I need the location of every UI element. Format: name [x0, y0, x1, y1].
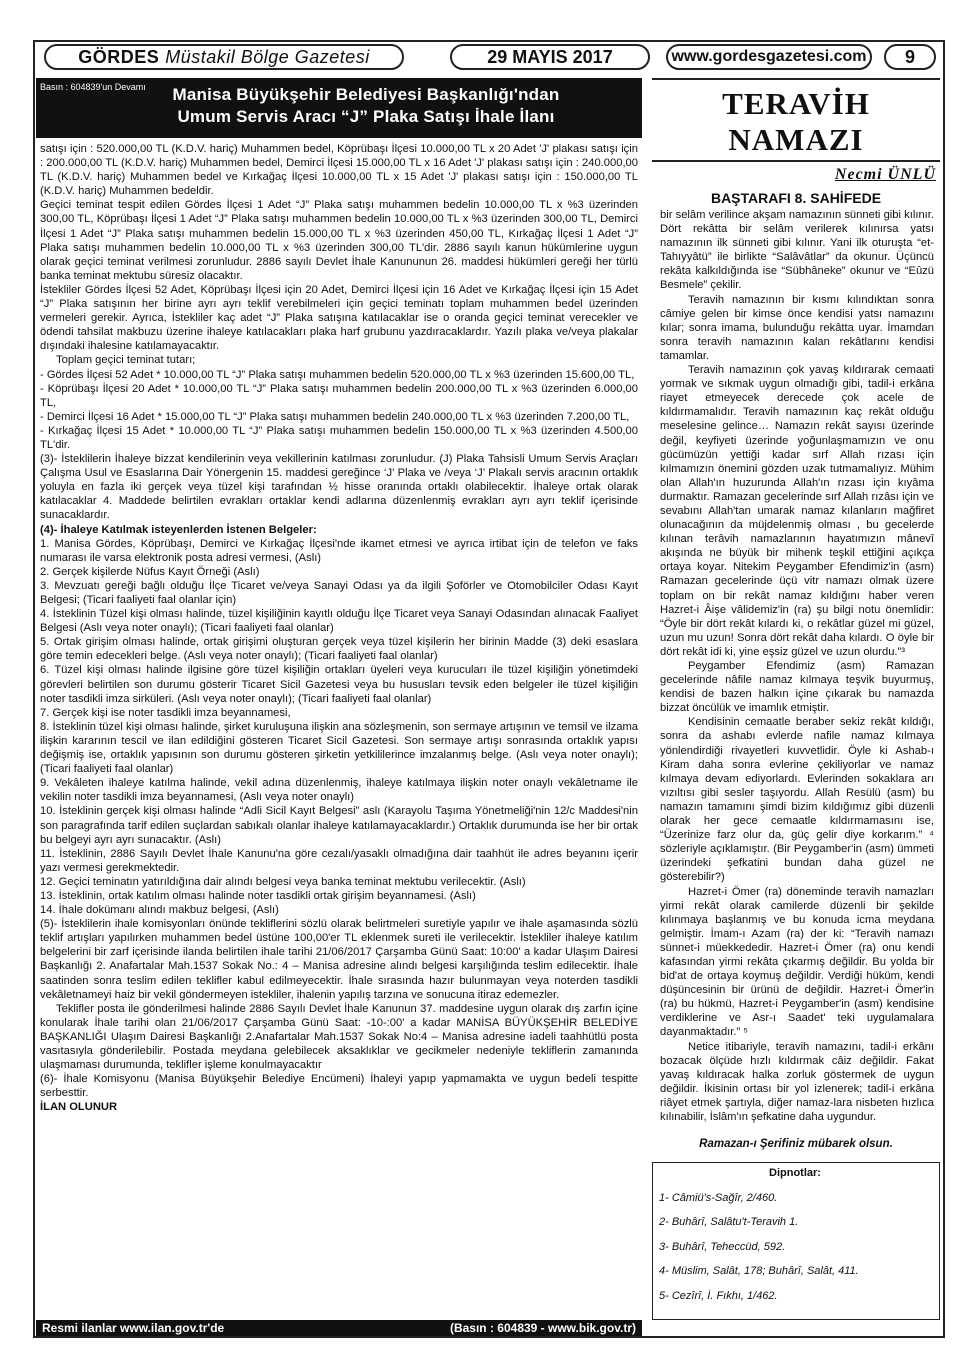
footnotes-list: [659, 1192, 931, 1304]
article-paragraph: Teravih namazının çok yavaş kıldırarak cemaati yormak ve sıkmak uygun olmadığı gibi, tadil-i erkâna riayet etmeyecek derecede çok acele de kıldırmamalıdır. Teravih namazının kaç rekât olduğu meselesine gelince… Namazın rekât sayısı üzerinde değil, keyfiyeti üzerinde yoğunlaşmamızın ve onu gücümüzün yettiği kadar sırf Allah rızası için kılmamızın önemini gözden uzak tutmamalıyız. Mühim olan Allah'ın huzurunda Allah'ın rızası için kıyâma durmaktır. Ramazan gecelerinde sırf Allah rızâsı için ve sevabını Allah'tan umarak namaz kılanların mağfiret olunacağının da müjdelenmiş olması , bu gecelerde kılınan terâvih namazlarının hayatımızın mânevî akışında ne büyük bir mihenk teşkil ettiğini açıkça ortaya koyar. Nitekim Peygamber Efendimiz'in (asm) Ramazan gecelerinde üçü vitr namazı olmak üzere toplam on bir rekât namaz kıldığını haber veren Hazret-i Âişe vâlidemiz'in (ra) şu bilgi notu önemlidir: “Öyle bir dört rekât kılardı ki, o rekâtlar güzel mi güzel, uzun mu uzun! Sonra dört rekât daha kılardı. O öyle bir dört rekât idi ki, yine eşsiz güzel ve uzun olurdu.”³: [660, 364, 934, 658]
announcement-paragraph: - Demirci İlçesi 16 Adet * 15.000,00 TL “J” Plaka satışı muhammen bedelin 240.000,00 TL x %3 üzerinden 7.200,00 TL,: [40, 410, 630, 423]
announcement-paragraph: Geçici teminat tespit edilen Gördes İlçesi 1 Adet “J” Plaka satışı muhammen bedelin 10.000,00 TL x %3 üzerinden 300,00 TL, Köprübaşı İlçesi 1 Adet “J” Plaka satışı muhammen bedelin 10.000,00 TL x %3 üzerinden 300,00 TL, Demirci İlçesi 1 Adet “J” Plaka satışı muhammen bedelin 15.000,00 TL x %3 üzerinden 450,00 TL, Kırkağaç İlçesi 1 Adet “J” Plaka satışı muhammen bedelin 10.000,00 TL x %3 üzerinden 300,00 TL'dir. 2886 sayılı kanun hükümlerine uygun olarak geçici teminat verilmesi zorunludur. 2886 sayılı Devlet İhale Kanununun 26. maddesi hükümleri gereği her türlü banka teminat mektubu süresiz olacaktır.: [40, 199, 638, 282]
announcement-paragraph: 2. Gerçek kişilerde Nüfus Kayıt Örneği (Aslı): [40, 565, 260, 578]
announcement-paragraph: (4)- İhaleye Katılmak isteyenlerden İstenen Belgeler:: [40, 523, 317, 536]
footnote-item: 4- Müslim, Salât, 178; Buhârî, Salât, 411.: [659, 1265, 859, 1278]
announcement-paragraph: - Gördes İlçesi 52 Adet * 10.000,00 TL “J” Plaka satışı muhammen bedelin 520.000,00 TL x %3 üzerinden 15.600,00 TL,: [40, 368, 635, 381]
announcement-title-line1: Manisa Büyükşehir Belediyesi Başkanlığı'ndan: [172, 85, 560, 104]
paper-name-pill: [44, 44, 404, 70]
article-paragraph: bir selâm verilince akşam namazının sünneti gibi kılınır. Dört rekâtta bir selâm verilerek kılınırsa yatsı namazının ilk sünneti gibi kılınır. Yani ilk oturuşta “et-Tahıyyâtü” ile birlikte “Salâvâtlar” da okunur. Üçüncü rekâta kalkıldığında ise “Sübhâneke” okunur ve “Eûzü Besmele” çekilir.: [660, 209, 934, 292]
article-paragraph: Teravih namazının bir kısmı kılındıktan sonra câmiye gelen bir kimse önce kendisi yatsı namazını kılar; sonra imama, bulunduğu rekâtta uyar. İmamdan sonra teravih namazının kalan rekâtlarını kendisi tamamlar.: [660, 293, 934, 362]
article-paragraph: Peygamber Efendimiz (asm) Ramazan gecelerinde nâfile namaz kılmaya teşvik buyurmuş, kendisi de bazen halkın içine çıkarak bu namazda bizzat öncülük ve imamlık etmiştir.: [660, 660, 934, 715]
announcement-paragraph: 14. İhale dokümanı alındı makbuz belgesi, (Aslı): [40, 904, 279, 917]
announcement-header: [36, 78, 642, 138]
article-title: TERAVİH NAMAZI: [652, 78, 940, 162]
announcement-paragraph: - Köprübaşı İlçesi 20 Adet * 10.000,00 TL “J” Plaka satışı muhammen bedelin 200.000,00 TL x %3 üzerinden 6.000,00 TL,: [40, 382, 638, 409]
announcement-paragraph: İLAN OLUNUR: [40, 1101, 118, 1114]
announcement-footer: [36, 1320, 642, 1336]
paper-name: GÖRDES: [78, 46, 160, 67]
announcement-paragraph: (6)- İhale Komisyonu (Manisa Büyükşehir Belediye Encümeni) İhaleyi yapıp yapmamakta ve uygun bedeli tespitte serbesttir.: [40, 1073, 638, 1100]
article-paragraph: Hazret-i Ömer (ra) döneminde teravih namazları yirmi rekât olarak camilerde düzenli bir şekilde kılınmaya başlanmış ve bu konuda icma meydana gelmiştir. İmam-ı Azam (ra) der ki: “Teravih namazı sünnet-i müekkededir. Hazret-i Ömer (ra) onu kendi kafasından yirmi rekâta çıkarmış değildir. Bu yolda bir bid'at de ortaya koymuş değildir. Verdiği hüküm, kendi düşüncesinin bir ürünü de değildir. Hazret-i Ömer'in (ra) bu hükmü, Hazret-i Peygamber'in (asm) kendisine verdiklerine ve Asr-ı Saadet' teki uygulamalara dayanmaktadır.” ⁵: [660, 885, 934, 1039]
announcement-paragraph: 8. İsteklinin tüzel kişi olması halinde, şirket kuruluşuna ilişkin ana sözleşmenin, son sermaye artışının ve temsil ve ilzama ilişkin kararının tescil ve ilan edildiğini gösteren Ticaret Sicil Gazetesi. Son sermaye artışı sonrasında ortaklık yapısı değişmiş ise, ortaklık yapısının son durumu gösteren şirketin yetkililerince imzalanmış belge. (Aslı veya noter onaylı); (Ticari faaliyeti faal olanlar): [40, 720, 638, 776]
footnotes-title: Dipnotlar:: [769, 1167, 821, 1180]
tender-announcement: [36, 78, 642, 1114]
announcement-paragraph: 9. Vekâleten ihaleye katılma halinde, vekil adına düzenlenmiş, ihaleye katılmaya ilişkin noter onaylı vekâletname ile vekilin noter tasdikli imza beyannamesi, (Aslı veya noter onaylı): [40, 777, 638, 804]
announcement-paragraph: 7. Gerçek kişi ise noter tasdikli imza beyannamesi,: [40, 706, 291, 719]
announcement-paragraph: 4. İsteklinin Tüzel kişi olması halinde, tüzel kişiliğinin kayıtlı olduğu İlçe Ticaret veya Sanayi Odasından alınacak Faaliyet Belgesi (Aslı veya noter onaylı); (Ticari faaliyeti faal olanlar): [40, 608, 638, 635]
announcement-paragraph: Toplam geçici teminat tutarı;: [56, 354, 196, 367]
press-number: Basın : 604839'un Devamı: [40, 82, 146, 92]
announcement-title-line2: Umum Servis Aracı “J” Plaka Satışı İhale İlanı: [177, 107, 555, 126]
announcement-paragraph: 11. İsteklinin, 2886 Sayılı Devlet İhale Kanunu'na göre cezalı/yasaklı olmadığına dair taahhüt ile adres beyanını içerir yazı vermesi gerekmektedir.: [40, 847, 638, 874]
article-body: [652, 208, 940, 1124]
announcement-paragraph: (3)- İsteklilerin İhaleye bizzat kendilerinin veya vekillerinin katılması zorunludur. (J) Plaka Tahsisli Umum Servis Araçları Çalışma Usul ve Esaslarına Dair Yönergenin 15. maddesi gereğince ‘J’ Plaka ve /veya ‘J’ Plakalı servis aracının ortaklık yoluyla en fazla iki gerçek veya tüzel kişi tarafından ½ hisse oranında ortaklı olabilecektir. İhaleye ortak olarak katılacaklar 4. Maddede belirtilen evrakları ortaklar kendi adlarına düzenlenmiş evrakları ayrı ayrı teklif içerisinde sunacaklardır.: [40, 453, 638, 522]
announcement-paragraph: 12. Geçici teminatın yatırıldığına dair alındı belgesi veya banka teminat mektubu verilecektir. (Aslı): [40, 875, 526, 888]
masthead: [36, 42, 942, 72]
article-author: Necmi ÜNLÜ: [834, 166, 936, 183]
closing-greeting: Ramazan-ı Şerifiniz mübarek olsun.: [699, 1138, 893, 1151]
footnote-item: 2- Buhârî, Salâtu't-Teravih 1.: [659, 1216, 799, 1229]
page-number: 9: [884, 44, 936, 70]
announcement-paragraph: 1. Manisa Gördes, Köprübaşı, Demirci ve Kırkağaç İlçesi'nde ikamet etmesi ve ayrıca irtibat için de telefon ve faks numarası ile varsa elektronik posta adresi vermesi, (Aslı): [40, 537, 638, 564]
footnote-item: 1- Câmiü's-Sağîr, 2/460.: [659, 1191, 778, 1204]
issue-date: 29 MAYIS 2017: [450, 44, 650, 70]
announcement-paragraph: 13. İsteklinin, ortak katılım olması halinde noter tasdikli ortak girişim beyannamesi. (Aslı): [40, 889, 476, 902]
announcement-title: [166, 84, 566, 128]
announcement-body: [36, 138, 642, 1114]
announcement-paragraph: 5. Ortak girişim olması halinde, ortak girişimi oluşturan gerçek veya tüzel kişilerin her birinin Madde (3) deki esaslara göre temin edecekleri belge. (Aslı veya noter onaylı); (Ticari faaliyeti faal olanlar): [40, 636, 638, 663]
paper-subtitle: Müstakil Bölge Gazetesi: [165, 46, 370, 67]
article-paragraph: Netice itibariyle, teravih namazını, tadil-i erkânı bozacak ölçüde hızlı kıldırmak câiz değildir. Fakat yavaş kıldıracak halka zorluk göstermek de uygun değildir. İkisinin ortası bir yol izlenerek; tadil-i erkâna riâyet etmek şartıyla, diğer namaz-lara nisbeten hızlıca kılınabilir, İslâm'ın şefkatine daha uygundur.: [660, 1040, 934, 1123]
announcement-paragraph: satışı için : 520.000,00 TL (K.D.V. hariç) Muhammen bedel, Köprübaşı İlçesi 10.000,00 TL x 20 Adet 'J' plakası satışı için : 200.000,00 TL (K.D.V. hariç) Muhammen bedel, Demirci İlçesi 15.000,00 TL x 16 Adet 'J' plakası satışı için : 240.000,00 TL (K.D.V. hariç) Muhammen bedel ve Kırkağaç İlçesi 10.000,00 TL x 15 Adet 'J' plakası satışı için : 150.000,00 TL (K.D.V. hariç) Muhammen bedeldir.: [40, 143, 638, 198]
continued-from: BAŞTARAFI 8. SAHİFEDE: [710, 190, 882, 206]
article-column: [652, 78, 940, 1320]
footer-press-ref[interactable]: (Basın : 604839 - www.bik.gov.tr): [449, 1321, 636, 1335]
announcement-paragraph: 10. İsteklinin gerçek kişi olması halinde “Adli Sicil Kayıt Belgesi” aslı (Karayolu Taşıma Yönetmeliği'nin 12/c Maddesi'nin son paragrafında tarif edilen suçlardan sabıkalı olanlar ihaleye katılamayacaklardır.) Ortaklık durumunda ise her bir ortak bu belgeyi ayrı ayrı sunacaktır. (Aslı): [40, 805, 638, 846]
footnote-item: 3- Buhârî, Teheccüd, 592.: [659, 1240, 786, 1253]
announcement-paragraph: - Kırkağaç İlçesi 15 Adet * 10.000,00 TL “J” Plaka satışı muhammen bedelin 150.000,00 TL x %3 üzerinden 4.500,00 TL'dir.: [40, 424, 638, 451]
announcement-paragraph: (5)- İsteklilerin ihale komisyonları önünde tekliflerini sözlü olarak belirtmeleri suretiyle yapılır ve ihale aşamasında sözlü teklif artışları yapılırken muhammen bedel üstüne 100,00'er TL eklenmek sureti ile verilecektir. İstekliler ihaleye katılım belgelerini bir zarf içerisinde ilanda belirtilen ihale tarihi 21/06/2017 Çarşamba Günü Saat: 10:00' a kadar Ulaşım Dairesi Başkanlığı 2. Anafartalar Mah.1537 Sokak No.: 4 – Manisa adresine alındı belgesi karşılığında teslim edilecektir. İhale saatinden sonra teslim edilen teklifler kabul edilmeyecektir. İhale sırasında hazır bulunmayan veya noterden tasdikli vekâletnameyi haiz bir vekil göndermeyen istekliler, ihalenin yapılış tarzına ve sonucuna itiraz edemezler.: [40, 918, 638, 1001]
footnotes-box: [652, 1162, 940, 1320]
announcement-paragraph: Teklifler posta ile gönderilmesi halinde 2886 Sayılı Devlet İhale Kanunun 37. maddesine uygun olarak dış zarfın içine konularak İhale tarihi olan 21/06/2017 Çarşamba Günü Saat: -10-:00' a kadar MANİSA BÜYÜKŞEHİR BELEDİYE BAŞKANLIĞI Ulaşım Dairesi Başkanlığı 2.Anafartalar Mah.1537 Sokak No:4 – Manisa adresine iadeli taahhütlü posta vasıtasıyla gönderilebilir. Postada meydana gelebilecek aksaklıklar ve gecikmeler nedeniyle tekliflerin zamanında ulaşmaması durumunda, teklifler işleme konulmayacaktır: [40, 1002, 638, 1072]
footnote-item: 5- Cezîrî, İ. Fıkhı, 1/462.: [659, 1290, 778, 1303]
announcement-paragraph: 6. Tüzel kişi olması halinde ilgisine göre tüzel kişiliğin ortakları üyeleri veya kurucuları ile tüzel kişiliğin yönetimdeki görevleri belirtilen son durumu gösterir Ticaret Sicil Gazetesi veya bu hususları tevsik eden belgeler ile tüzel kişiliğin noter tasdikli imza sirküleri. (Aslı veya noter onaylı); (Ticari faaliyeti faal olanlar): [40, 664, 638, 705]
article-paragraph: Kendisinin cemaatle beraber sekiz rekât kıldığı, sonra da ashabı evlerde nafile namaz kılmaya yönlendirdiği rivayetleri kuvvetlidir. Öyle ki Ashab-ı Kiram daha sonra evlerine çekiliyorlar ve namaz kılmaya devam ediyorlardı. Evlerinden sokaklara arı vızıltısı gibi sesler taşıyordu. Allah Resülü (asm) bu namazın tamamını şimdi bizim kıldığımız gibi düzenli olarak her gece cemaatle kıldırmamasını ise, “Üzerinize farz olur da, güç gelir diye korkarım.” ⁴ sözleriyle açıklamıştır. (Bir Peygamber'in (asm) ümmeti üzerindeki şefkatini bundan daha güzel ne gösterebilir?): [660, 716, 934, 884]
announcement-paragraph: 3. Mevzuatı gereği bağlı olduğu İlçe Ticaret ve/veya Sanayi Odası ya da ilgili Şoförler ve Otomobilciler Odası Kayıt Belgesi; (Ticari faaliyeti faal olanlar için): [40, 579, 638, 606]
announcement-paragraph: İstekliler Gördes İlçesi 52 Adet, Köprübaşı İlçesi için 20 Adet, Demirci İlçesi için 16 Adet ve Kırkağaç İlçesi için 15 Adet “J” Plaka satışının her birine ayrı ayrı teklif verebilmeleri için geçici teminatı toplam muhammen bedel üzerinden vermeleri gerekir. Ayrıca, İstekliler kaç adet “J” Plaka satışına katılacaklar ise o oranda geçici teminat verecekler ve ödendi tahsilat makbuzu üzerine ihaleye katılacakları plaka harf grubunu yazdıracaklardır. Yazılı plaka ve/veya plakalar dışındaki ihalesine katılamayacaktır.: [40, 283, 638, 353]
website-link[interactable]: www.gordesgazetesi.com: [666, 44, 872, 70]
footer-official-ads[interactable]: Resmi ilanlar www.ilan.gov.tr'de: [42, 1321, 225, 1335]
